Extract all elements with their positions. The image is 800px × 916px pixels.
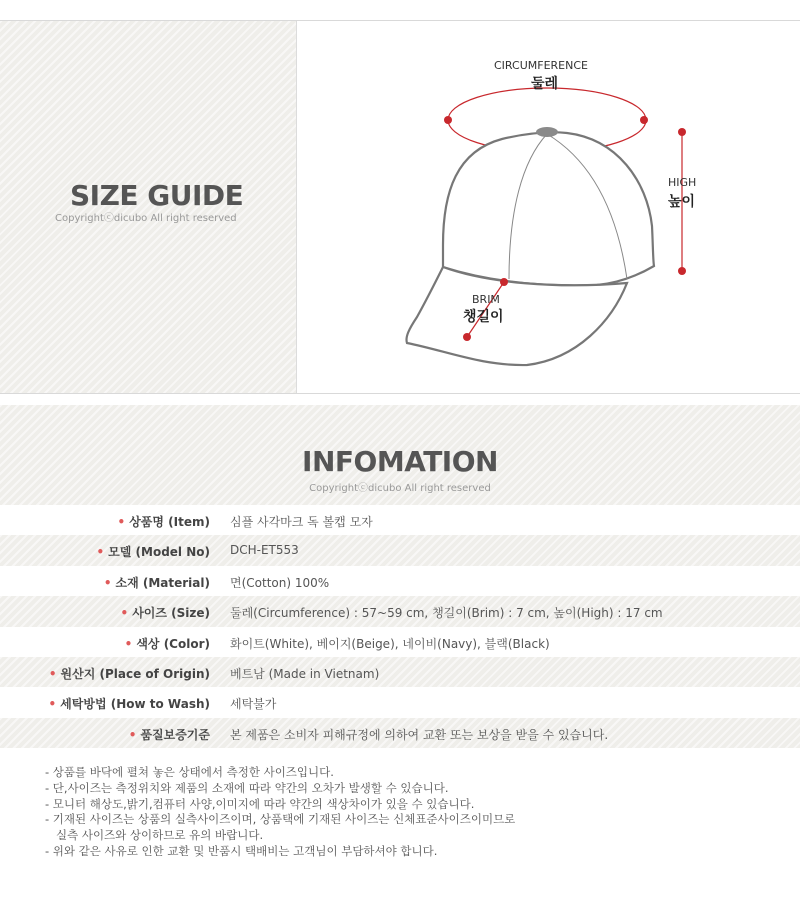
notice-item: - 단,사이즈는 측정위치와 제품의 소재에 따라 약간의 오차가 발생할 수 있습니다. <box>45 780 449 795</box>
row-label: • 색상 (Color) <box>124 636 210 651</box>
notice-item: - 상품를 바닥에 펼쳐 놓은 상태에서 측정한 사이즈입니다. <box>45 765 334 779</box>
row-label: • 사이즈 (Size) <box>120 606 210 621</box>
brim-label-en: BRIM <box>472 293 500 306</box>
high-dot-bottom <box>678 267 686 275</box>
table-row <box>0 505 800 535</box>
row-value: 둘레(Circumference) : 57~59 cm, 챙길이(Brim) : 7 cm, 높이(High) : 17 cm <box>230 606 663 621</box>
row-label: • 모델 (Model No) <box>96 545 210 560</box>
row-value: 본 제품은 소비자 피해규정에 의하여 교환 또는 보상을 받을 수 있습니다. <box>230 727 609 742</box>
brim-dot-bottom <box>463 333 471 341</box>
table-row <box>0 566 800 596</box>
information-title: INFOMATION <box>302 445 498 478</box>
table-row <box>0 657 800 687</box>
brim-label-ko: 챙길이 <box>463 309 504 325</box>
notice-item: 실측 사이즈와 상이하므로 유의 바랍니다. <box>45 828 264 843</box>
circumference-dot-right <box>640 116 648 124</box>
bullet-icon: • <box>120 606 129 621</box>
bullet-icon: • <box>117 515 126 529</box>
table-row <box>0 687 800 717</box>
high-label-ko: 높이 <box>668 194 696 210</box>
high-dot-top <box>678 128 686 136</box>
information-header <box>0 405 800 505</box>
row-label: • 품질보증기준 <box>128 727 210 742</box>
circumference-dot-left <box>444 116 452 124</box>
row-label: • 상품명 (Item) <box>117 515 210 529</box>
table-row <box>0 718 800 748</box>
size-guide-title-panel <box>0 21 297 393</box>
bullet-icon: • <box>48 697 57 712</box>
row-label: • 소재 (Material) <box>103 575 210 590</box>
size-guide-section <box>0 20 800 394</box>
brim-dot-top <box>500 278 508 286</box>
notice-item: - 기재된 사이즈는 상품의 실측사이즈이며, 상품택에 기재된 사이즈는 신체표준사이즈이미므로 <box>45 812 516 827</box>
table-row <box>0 596 800 626</box>
bullet-icon: • <box>128 727 137 742</box>
information-table <box>0 505 800 748</box>
row-value: 화이트(White), 베이지(Beige), 네이비(Navy), 블랙(Black) <box>230 636 550 651</box>
row-value: 세탁불가 <box>230 697 277 712</box>
cap-crown <box>443 132 654 285</box>
bullet-icon: • <box>96 545 105 560</box>
high-label-en: HIGH <box>668 176 697 189</box>
cap-diagram-panel <box>297 21 800 393</box>
bullet-icon: • <box>103 575 112 590</box>
row-label: • 세탁방법 (How to Wash) <box>48 697 210 712</box>
row-value: 면(Cotton) 100% <box>230 575 330 590</box>
row-value: 심플 사각마크 독 볼캡 모자 <box>230 515 373 529</box>
circumference-label-en: CIRCUMFERENCE <box>494 59 588 72</box>
notice-list <box>45 765 515 860</box>
table-row <box>0 627 800 657</box>
row-label: • 원산지 (Place of Origin) <box>48 666 210 681</box>
circumference-label-ko: 둘레 <box>531 76 559 92</box>
bullet-icon: • <box>124 636 133 651</box>
notice-item: - 위와 같은 사유로 인한 교환 및 반품시 택배비는 고객님이 부담하셔야 합니다. <box>45 843 438 858</box>
cap-button <box>536 127 558 137</box>
information-copyright: Copyrightⓒdicubo All right reserved <box>309 483 491 494</box>
row-value: 베트남 (Made in Vietnam) <box>230 666 380 681</box>
size-guide-copyright: Copyrightⓒdicubo All right reserved <box>55 213 237 224</box>
notice-item: - 모니터 해상도,밝기,컴퓨터 사양,이미지에 따라 약간의 색상차이가 있을 수 있습니다. <box>45 796 475 811</box>
size-guide-title: SIZE GUIDE <box>70 179 244 212</box>
table-row <box>0 535 800 565</box>
row-value: DCH-ET553 <box>230 543 299 558</box>
bullet-icon: • <box>48 666 57 681</box>
